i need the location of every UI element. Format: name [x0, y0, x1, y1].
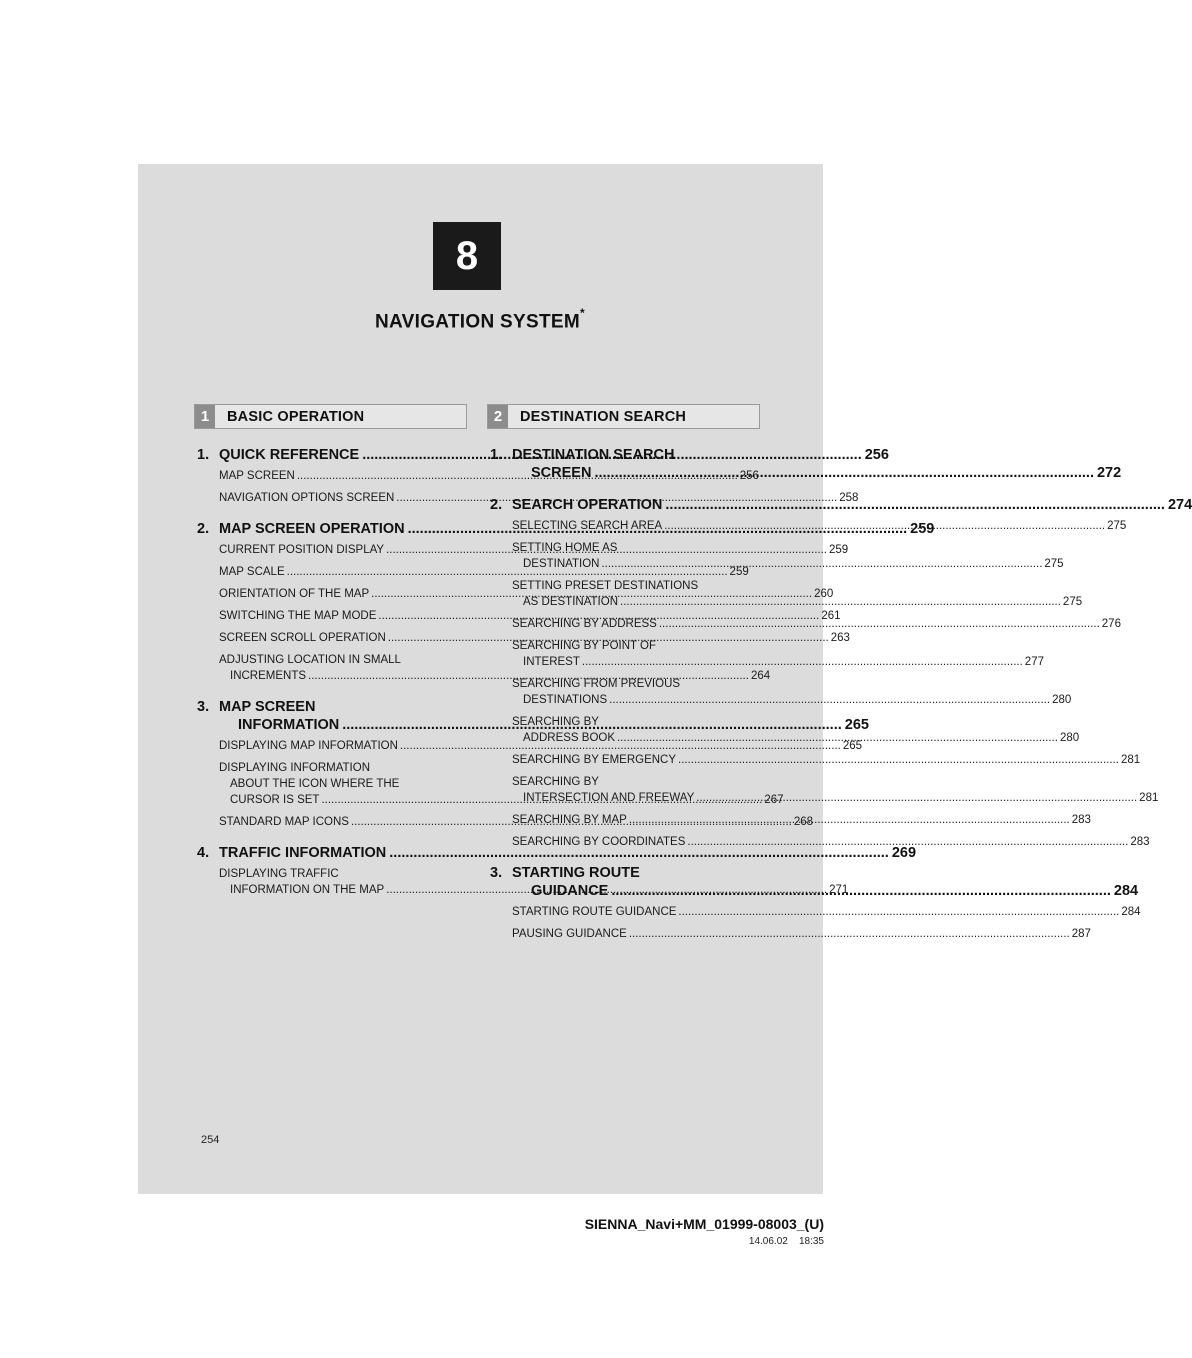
toc-chapter-number: 2. [197, 521, 210, 537]
toc-subentry-page: 267 [764, 794, 784, 806]
toc-subentry-line [219, 468, 759, 484]
toc-chapter-number: 3. [197, 699, 210, 715]
toc-chapter-entry [197, 844, 917, 862]
document-id: SIENNA_Navi+MM_01999-08003_(U) [584, 1216, 824, 1232]
dot-leader [678, 904, 1119, 920]
toc-subentry-line [512, 540, 760, 556]
toc-subentry-page: 268 [793, 816, 814, 828]
toc-chapter-page: 272 [1096, 465, 1122, 481]
toc-subentry [490, 904, 1141, 920]
toc-subentry-title: INTERSECTION AND FREEWAY [523, 792, 695, 804]
toc-subentry-title: ADJUSTING LOCATION IN SMALL [219, 654, 401, 666]
toc-chapter-page: 269 [891, 845, 917, 861]
toc-subentry-line [512, 638, 760, 654]
dot-leader [678, 752, 1119, 768]
toc-subentry-page: 260 [814, 588, 834, 600]
toc-subentry-title: MAP SCREEN [219, 470, 295, 482]
toc-subentry-line [219, 776, 467, 792]
toc-subentry-page: 280 [1059, 732, 1080, 744]
dot-leader [620, 594, 1061, 610]
toc-subentry-title: STARTING ROUTE GUIDANCE [512, 906, 677, 918]
section-number: 2 [488, 405, 508, 428]
chapter-title-mark: * [579, 306, 585, 320]
toc-subentry-title: SEARCHING BY ADDRESS [512, 618, 657, 630]
toc-subentry-line [512, 578, 760, 594]
dot-leader [664, 518, 1105, 534]
dot-leader [659, 616, 1100, 632]
toc-subentry-page: 264 [750, 670, 771, 682]
toc-subentry-page: 277 [1024, 656, 1044, 668]
document-date: 14.06.02 [748, 1236, 788, 1247]
toc-subentry-title: DESTINATION [523, 558, 600, 570]
dot-leader [611, 882, 1111, 900]
toc-chapter-title: TRAFFIC INFORMATION [219, 845, 387, 861]
toc-chapter-page: 256 [864, 447, 889, 463]
toc-subentry-line [512, 774, 760, 790]
toc-chapter-page: 259 [910, 521, 935, 537]
document-timestamp [749, 1236, 824, 1247]
toc-subentry-line [512, 926, 1091, 942]
toc-subentry-page: 271 [829, 884, 849, 896]
toc-subentry-page: 259 [829, 544, 849, 556]
toc-chapter-title: MAP SCREEN OPERATION [219, 521, 405, 537]
toc-subentry-title: ABOUT THE ICON WHERE THE [230, 778, 400, 790]
toc-chapter-title: GUIDANCE [531, 883, 609, 899]
toc-subentry-line [512, 692, 1072, 708]
toc-chapter-number: 2. [490, 497, 503, 513]
chapter-title [0, 306, 960, 333]
toc-subentry-page: 275 [1062, 596, 1083, 608]
toc-subentry-line [512, 904, 1141, 920]
section-label: BASIC OPERATION [227, 408, 365, 425]
toc-subentry-page: 259 [729, 566, 749, 578]
toc-subentry-title: CURRENT POSITION DISPLAY [219, 544, 385, 556]
toc-subentry-title: SEARCHING BY EMERGENCY [512, 754, 677, 766]
toc-subentry-page: 263 [830, 632, 850, 644]
toc-subentry-title: SEARCHING BY [512, 776, 599, 788]
section-header-basic-operation [194, 404, 467, 429]
chapter-number-badge [433, 222, 501, 290]
toc-chapter-body [512, 446, 1121, 482]
toc-subentry-title: SWITCHING THE MAP MODE [219, 610, 377, 622]
section-number: 1 [195, 405, 215, 428]
dot-leader [617, 730, 1058, 746]
toc-subentry-title: SEARCHING BY COORDINATES [512, 836, 686, 848]
toc-chapter-page: 274 [1167, 497, 1192, 513]
toc-subentry [490, 834, 1150, 850]
toc-chapter-title-line [512, 446, 1121, 464]
toc-chapter-title: SEARCH OPERATION [512, 497, 663, 513]
toc-chapter-title: MAP SCREEN [219, 699, 316, 715]
toc-chapter-title-line [512, 882, 1138, 900]
toc-subentry-title: SCREEN SCROLL OPERATION [219, 632, 386, 644]
dot-leader [609, 692, 1050, 708]
toc-subentry-title: INFORMATION ON THE MAP [230, 884, 385, 896]
toc-subentry [490, 752, 1141, 768]
toc-chapter-body [512, 864, 1138, 900]
toc-chapter-title: DESTINATION SEARCH [512, 447, 675, 463]
toc-chapter-number: 3. [490, 865, 503, 881]
toc-subentry-line [219, 760, 467, 776]
toc-subentry-page: 256 [739, 470, 759, 482]
toc-chapter-number: 1. [197, 447, 210, 463]
toc-subentry-title: SEARCHING FROM PREVIOUS [512, 678, 681, 690]
toc-subentry-title: DISPLAYING INFORMATION [219, 762, 371, 774]
toc-subentry-title: CURSOR IS SET [230, 794, 320, 806]
dot-leader [594, 464, 1094, 482]
toc-subentry-line [512, 654, 1044, 670]
toc-chapter-title-line [512, 464, 1121, 482]
toc-subentry [490, 926, 1091, 942]
toc-subentry-title: MAP SCALE [219, 566, 285, 578]
toc-subentry-title: ADDRESS BOOK [523, 732, 616, 744]
toc-chapter-page: 284 [1113, 883, 1139, 899]
chapter-number: 8 [455, 233, 479, 278]
toc-subentry-page: 283 [1130, 836, 1150, 848]
section-header-destination-search [487, 404, 760, 429]
toc-subentry-page: 281 [1120, 754, 1141, 766]
toc-subentry-line [512, 676, 760, 692]
dot-leader [582, 654, 1023, 670]
toc-subentry-title: SETTING PRESET DESTINATIONS [512, 580, 699, 592]
document-time: 18:35 [798, 1236, 824, 1247]
toc-subentry-title: SEARCHING BY [512, 716, 599, 728]
toc-chapter-number: 4. [197, 845, 210, 861]
toc-subentry-page: 265 [842, 740, 863, 752]
toc-subentry-title: SELECTING SEARCH AREA [512, 520, 663, 532]
toc-subentry-page: 284 [1121, 906, 1141, 918]
toc-subentry-page: 280 [1052, 694, 1072, 706]
toc-chapter-title: QUICK REFERENCE [219, 447, 360, 463]
toc-subentry-line [512, 752, 1141, 768]
toc-subentry-page: 275 [1044, 558, 1064, 570]
dot-leader [601, 556, 1042, 572]
toc-subentry-page: 283 [1071, 814, 1091, 826]
toc-subentry-page: 258 [839, 492, 859, 504]
page-number: 254 [201, 1134, 220, 1146]
dot-leader [687, 834, 1128, 850]
toc-subentry-page: 281 [1139, 792, 1159, 804]
toc-subentry-title: STANDARD MAP ICONS [219, 816, 349, 828]
toc-chapter-title: INFORMATION [238, 717, 340, 733]
toc-subentry-title: DISPLAYING MAP INFORMATION [219, 740, 398, 752]
toc-subentry-title: AS DESTINATION [523, 596, 618, 608]
toc-subentry-title: ORIENTATION OF THE MAP [219, 588, 370, 600]
toc-chapter-number: 1. [490, 447, 503, 463]
toc-subentry-title: INCREMENTS [230, 670, 307, 682]
dot-leader [696, 790, 1137, 806]
toc-subentry-title: NAVIGATION OPTIONS SCREEN [219, 492, 395, 504]
toc-chapter-title: STARTING ROUTE [512, 865, 640, 881]
toc-subentry-title: DESTINATIONS [523, 694, 608, 706]
toc-subentry-page: 287 [1071, 928, 1091, 940]
toc-subentry-title: INTEREST [523, 656, 580, 668]
toc-subentry-page: 261 [821, 610, 841, 622]
toc-subentry-line [512, 834, 1150, 850]
toc-subentry-line [219, 652, 467, 668]
toc-chapter-title: SCREEN [531, 465, 592, 481]
toc-subentry-title: PAUSING GUIDANCE [512, 928, 627, 940]
toc-subentry-line [512, 714, 760, 730]
toc-subentry-line [512, 556, 1064, 572]
toc-subentry-title: SEARCHING BY POINT OF [512, 640, 656, 652]
toc-subentry-title: SEARCHING BY MAP [512, 814, 627, 826]
toc-subentry-page: 276 [1101, 618, 1121, 630]
toc-chapter-title-line [512, 864, 1138, 882]
toc-chapter-page: 265 [844, 717, 869, 733]
toc-subentry-title: DISPLAYING TRAFFIC [219, 868, 339, 880]
toc-subentry-title: SETTING HOME AS [512, 542, 618, 554]
toc-chapter-body [512, 496, 1192, 514]
toc-chapter-title-line [512, 496, 1192, 514]
dot-leader [629, 812, 1070, 828]
toc-subentry [197, 468, 759, 484]
dot-leader [665, 496, 1165, 514]
toc-subentry-line [219, 866, 467, 882]
section-label: DESTINATION SEARCH [520, 408, 687, 425]
dot-leader [629, 926, 1070, 942]
toc-subentry-page: 275 [1107, 520, 1127, 532]
chapter-title-text: NAVIGATION SYSTEM [375, 311, 580, 333]
toc-subentry-list [490, 904, 1141, 942]
